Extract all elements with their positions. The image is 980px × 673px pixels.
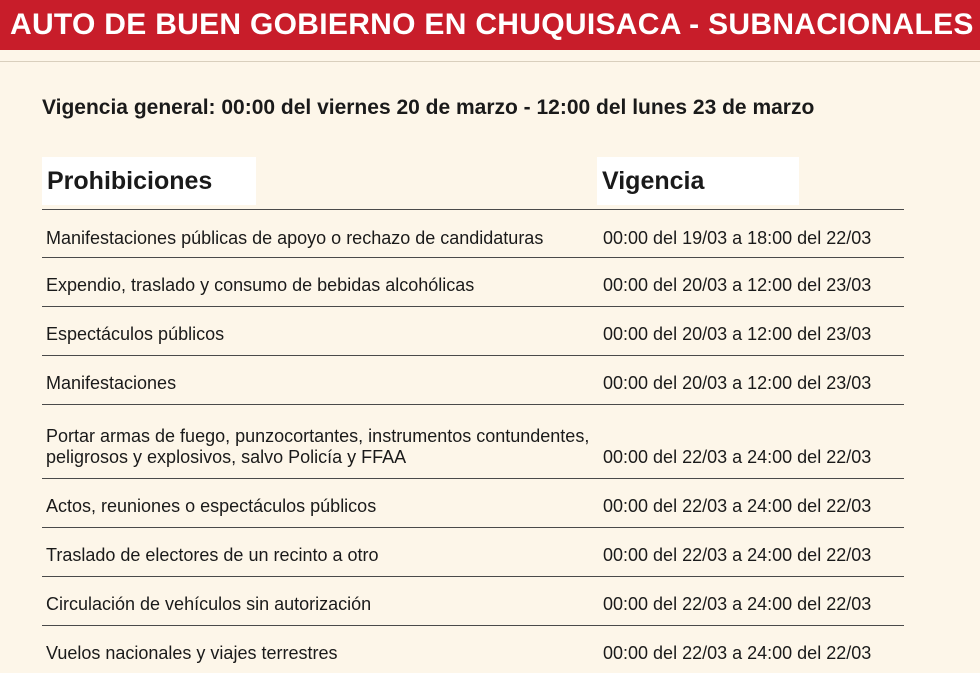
general-validity-subtitle: Vigencia general: 00:00 del viernes 20 de marzo - 12:00 del lunes 23 de marzo [42, 96, 815, 119]
table-divider [42, 209, 904, 210]
table-row [42, 418, 904, 468]
table-row [42, 319, 904, 345]
column-header-vigencia: Vigencia [597, 157, 799, 205]
row-validity: 00:00 del 22/03 a 24:00 del 22/03 [603, 594, 872, 614]
row-validity: 00:00 del 22/03 a 24:00 del 22/03 [603, 447, 872, 467]
table-row [42, 589, 904, 615]
page-title: AUTO DE BUEN GOBIERNO EN CHUQUISACA - SUBNACIONALES [0, 0, 980, 50]
row-prohibition: Circulación de vehículos sin autorización [46, 594, 372, 614]
table-divider [42, 404, 904, 405]
table-row [42, 270, 904, 296]
row-validity: 00:00 del 20/03 a 12:00 del 23/03 [603, 373, 872, 393]
row-prohibition: Manifestaciones [46, 373, 177, 393]
table-row [42, 540, 904, 566]
row-validity: 00:00 del 20/03 a 12:00 del 23/03 [603, 324, 872, 344]
table-divider [42, 527, 904, 528]
table-divider [42, 257, 904, 258]
row-validity: 00:00 del 19/03 a 18:00 del 22/03 [603, 228, 872, 248]
table-row [42, 638, 904, 664]
row-prohibition: Espectáculos públicos [46, 324, 225, 344]
row-validity: 00:00 del 22/03 a 24:00 del 22/03 [603, 643, 872, 663]
table-divider [42, 355, 904, 356]
table-divider [42, 576, 904, 577]
row-prohibition: Actos, reuniones o espectáculos públicos [46, 496, 377, 516]
title-divider [0, 61, 980, 62]
row-prohibition: Expendio, traslado y consumo de bebidas alcohólicas [46, 275, 475, 295]
row-prohibition: Manifestaciones públicas de apoyo o rechazo de candidaturas [46, 228, 544, 248]
column-header-prohibiciones: Prohibiciones [42, 157, 256, 205]
row-prohibition: Portar armas de fuego, punzocortantes, instrumentos contundentes, peligrosos y explosivos, salvo Policía y FFAA [46, 426, 590, 467]
row-prohibition: Vuelos nacionales y viajes terrestres [46, 643, 338, 663]
table-divider [42, 306, 904, 307]
table-row [42, 368, 904, 394]
row-prohibition: Traslado de electores de un recinto a otro [46, 545, 379, 565]
table-row [42, 222, 904, 249]
table-row [42, 491, 904, 517]
row-validity: 00:00 del 22/03 a 24:00 del 22/03 [603, 496, 872, 516]
row-validity: 00:00 del 22/03 a 24:00 del 22/03 [603, 545, 872, 565]
row-validity: 00:00 del 20/03 a 12:00 del 23/03 [603, 275, 872, 295]
table-divider [42, 478, 904, 479]
table-divider [42, 625, 904, 626]
